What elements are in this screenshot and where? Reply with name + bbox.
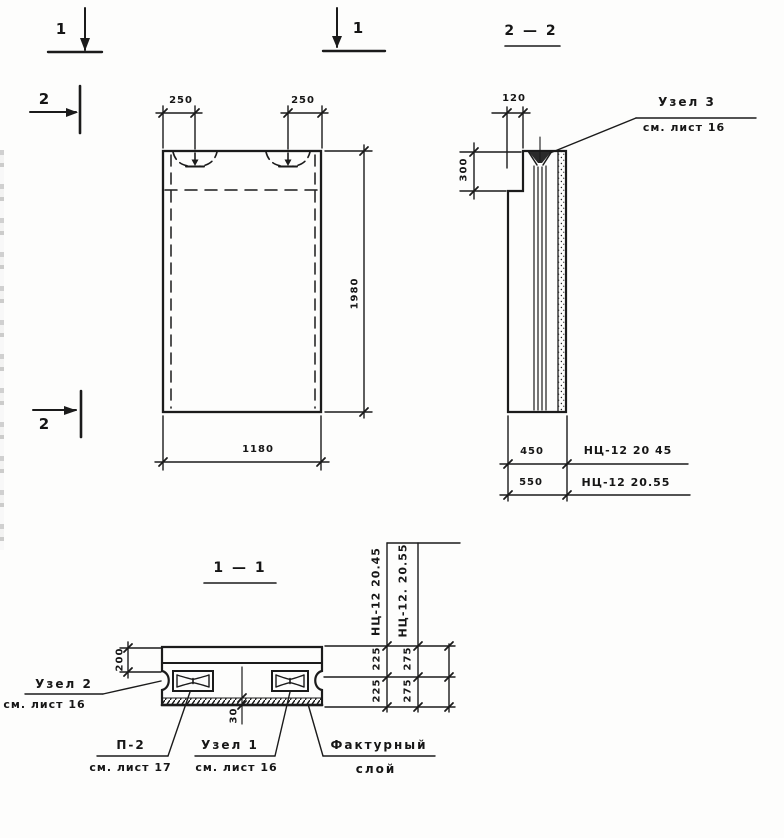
front-dim-1180: 1180 bbox=[242, 444, 274, 455]
s11-p2-callout: П-2 bbox=[116, 738, 146, 752]
s22-dim-300: 300 bbox=[458, 157, 470, 182]
section-2-2-title: 2 — 2 bbox=[504, 23, 558, 39]
front-dim-1980: 1980 bbox=[349, 277, 361, 310]
s11-node2-callout: Узел 2 bbox=[35, 677, 93, 691]
s22-node3-callout: Узел 3 bbox=[658, 95, 716, 109]
front-view-outline bbox=[163, 151, 321, 412]
s11-col2-value-bottom: 275 bbox=[402, 678, 414, 703]
lifting-loops bbox=[173, 152, 310, 167]
s22-dim-450: 450 bbox=[520, 446, 544, 457]
s22-node3-sheet-ref: см. лист 16 bbox=[642, 121, 726, 134]
s22-mark-450-label: НЦ-12 20 45 bbox=[583, 444, 673, 457]
front-view-dimensions bbox=[155, 106, 372, 470]
s11-node2-sheet-ref: см. лист 16 bbox=[3, 698, 86, 711]
front-dim-250-right: 250 bbox=[291, 95, 315, 106]
section-cut-marks bbox=[30, 8, 385, 437]
s11-col1-value-top: 225 bbox=[371, 646, 383, 671]
front-dim-250-left: 250 bbox=[169, 95, 193, 106]
section-2-2-linework bbox=[460, 46, 756, 501]
s11-node1-callout: Узел 1 bbox=[201, 738, 259, 752]
section-1-1-title: 1 — 1 bbox=[213, 560, 267, 576]
s11-col2-header: НЦ-12. 20.55 bbox=[396, 543, 410, 638]
s11-facing-layer-callout-2: слой bbox=[355, 762, 397, 776]
s11-facing-layer-callout: Фактурный bbox=[330, 738, 428, 752]
s11-p2-sheet-ref: см. лист 17 bbox=[89, 761, 172, 774]
cut-mark-1-left-label: 1 bbox=[55, 20, 67, 38]
cut-mark-2-bottom-label: 2 bbox=[38, 415, 50, 433]
cut-mark-2-top-label: 2 bbox=[38, 90, 50, 108]
s22-dim-550: 550 bbox=[519, 477, 543, 488]
s22-mark-550-label: НЦ-12 20.55 bbox=[581, 476, 671, 489]
s11-col1-header: НЦ-12 20.45 bbox=[369, 547, 383, 636]
cut-mark-1-right-label: 1 bbox=[352, 19, 364, 37]
s11-col2-value-top: 275 bbox=[402, 646, 414, 671]
s11-dim-200: 200 bbox=[114, 647, 126, 672]
s11-dim-30: 30 bbox=[228, 707, 240, 724]
s11-node1-sheet-ref: см. лист 16 bbox=[195, 761, 278, 774]
s22-dim-120: 120 bbox=[502, 93, 526, 104]
s11-col1-value-bottom: 225 bbox=[371, 678, 383, 703]
